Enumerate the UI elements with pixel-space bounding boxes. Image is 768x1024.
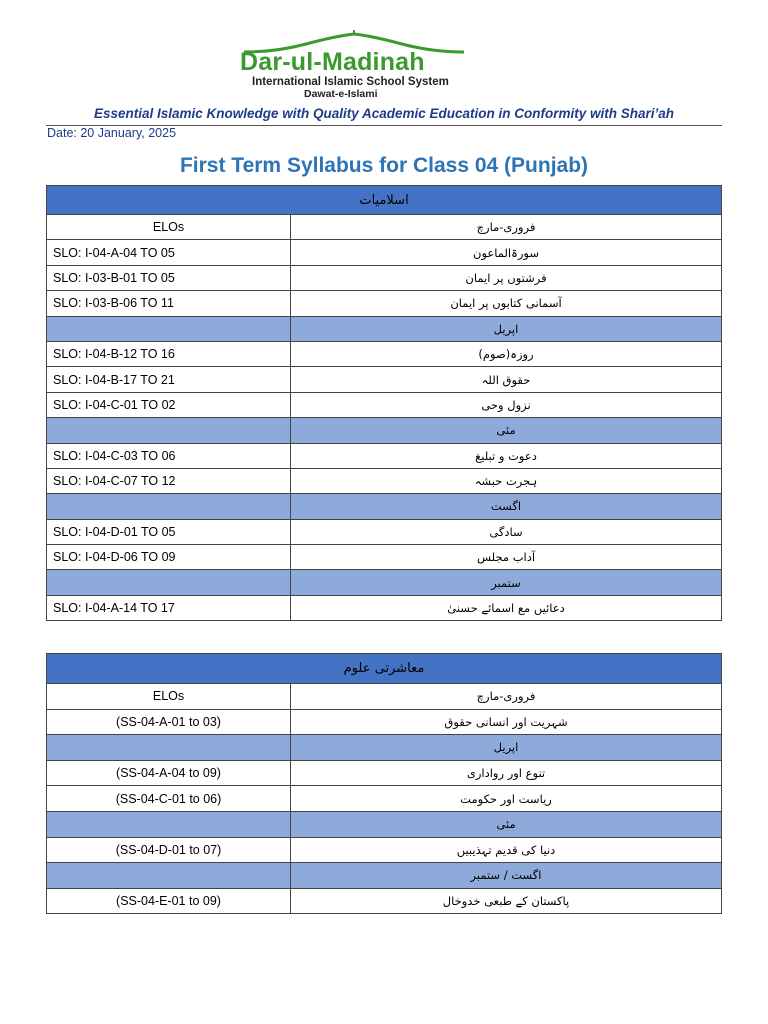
- elo-cell: SLO: I-04-A-14 TO 17: [47, 595, 291, 620]
- subject-header-row: [47, 186, 722, 215]
- elo-cell: [47, 570, 291, 595]
- table-row: [47, 709, 722, 735]
- table-row: [47, 341, 722, 366]
- tagline: Essential Islamic Knowledge with Quality Academic Education in Conformity with Shari’ah: [93, 106, 675, 121]
- topic-cell: فرشتوں پر ایمان: [291, 265, 722, 290]
- month-row: [47, 811, 722, 837]
- topic-cell: آداب مجلس: [291, 545, 722, 570]
- elo-cell: [47, 811, 291, 837]
- topic-cell: نزول وحی: [291, 392, 722, 417]
- logo-organization: Dawat-e-Islami: [304, 88, 378, 100]
- table-row: [47, 291, 722, 316]
- elo-cell: [47, 494, 291, 519]
- table-row: [47, 595, 722, 620]
- elo-cell: SLO: I-04-D-06 TO 09: [47, 545, 291, 570]
- month-row: [47, 863, 722, 889]
- elo-cell: [47, 418, 291, 443]
- school-logo: [236, 30, 476, 102]
- elo-cell: SLO: I-04-A-04 TO 05: [47, 240, 291, 265]
- topic-cell: حقوق اللہ: [291, 367, 722, 392]
- elo-cell: (SS-04-A-01 to 03): [47, 709, 291, 735]
- month-cell: اگست / ستمبر: [291, 863, 722, 889]
- table-row: [47, 392, 722, 417]
- table-row: [47, 367, 722, 392]
- month-row: [47, 735, 722, 761]
- elo-cell: SLO: I-03-B-01 TO 05: [47, 265, 291, 290]
- elo-column-header: ELOs: [47, 684, 291, 710]
- month-cell: اگست: [291, 494, 722, 519]
- table-row: [47, 786, 722, 812]
- document-date: Date: 20 January, 2025: [47, 126, 177, 140]
- table-row: [47, 265, 722, 290]
- month-cell: مئی: [291, 811, 722, 837]
- topic-cell: ہجرت حبشہ: [291, 468, 722, 493]
- elo-cell: SLO: I-04-C-01 TO 02: [47, 392, 291, 417]
- topic-cell: تنوع اور رواداری: [291, 760, 722, 786]
- month-cell: اپریل: [291, 316, 722, 341]
- month-cell: فروری-مارچ: [291, 215, 722, 240]
- topic-cell: شہریت اور انسانی حقوق: [291, 709, 722, 735]
- logo-name: Dar-ul-Madinah: [240, 48, 425, 76]
- elo-cell: (SS-04-A-04 to 09): [47, 760, 291, 786]
- topic-cell: سورۃالماعون: [291, 240, 722, 265]
- topic-cell: ریاست اور حکومت: [291, 786, 722, 812]
- islamiyat-syllabus-table: [46, 185, 722, 621]
- elo-cell: (SS-04-C-01 to 06): [47, 786, 291, 812]
- elo-cell: (SS-04-D-01 to 07): [47, 837, 291, 863]
- table-row: [47, 443, 722, 468]
- social-studies-syllabus-table: [46, 653, 722, 914]
- column-header-row: [47, 215, 722, 240]
- table-row: [47, 837, 722, 863]
- topic-cell: روزہ(صوم): [291, 341, 722, 366]
- topic-cell: دنیا کی قدیم تہذیبیں: [291, 837, 722, 863]
- elo-cell: SLO: I-04-D-01 TO 05: [47, 519, 291, 544]
- topic-cell: پاکستان کے طبعی خدوخال: [291, 888, 722, 914]
- month-cell: اپریل: [291, 735, 722, 761]
- table-row: [47, 545, 722, 570]
- month-row: [47, 570, 722, 595]
- elo-cell: [47, 735, 291, 761]
- logo-subtitle: International Islamic School System: [252, 76, 449, 88]
- subject-title: اسلامیات: [47, 186, 722, 215]
- elo-cell: [47, 863, 291, 889]
- elo-cell: [47, 316, 291, 341]
- month-cell: فروری-مارچ: [291, 684, 722, 710]
- elo-cell: SLO: I-03-B-06 TO 11: [47, 291, 291, 316]
- column-header-row: [47, 684, 722, 710]
- month-row: [47, 494, 722, 519]
- table-row: [47, 888, 722, 914]
- page-title: First Term Syllabus for Class 04 (Punjab): [179, 154, 589, 177]
- table-row: [47, 468, 722, 493]
- table-row: [47, 240, 722, 265]
- month-cell: مئی: [291, 418, 722, 443]
- month-cell: ستمبر: [291, 570, 722, 595]
- elo-cell: SLO: I-04-C-07 TO 12: [47, 468, 291, 493]
- month-row: [47, 418, 722, 443]
- elo-cell: SLO: I-04-B-17 TO 21: [47, 367, 291, 392]
- elo-cell: (SS-04-E-01 to 09): [47, 888, 291, 914]
- topic-cell: دعوت و تبلیغ: [291, 443, 722, 468]
- elo-cell: SLO: I-04-C-03 TO 06: [47, 443, 291, 468]
- subject-title: معاشرتی علوم: [47, 654, 722, 684]
- topic-cell: آسمانی کتابوں پر ایمان: [291, 291, 722, 316]
- topic-cell: سادگی: [291, 519, 722, 544]
- elo-column-header: ELOs: [47, 215, 291, 240]
- table-row: [47, 760, 722, 786]
- subject-header-row: [47, 654, 722, 684]
- elo-cell: SLO: I-04-B-12 TO 16: [47, 341, 291, 366]
- month-row: [47, 316, 722, 341]
- table-row: [47, 519, 722, 544]
- topic-cell: دعائیں مع اسمائے حسنیٰ: [291, 595, 722, 620]
